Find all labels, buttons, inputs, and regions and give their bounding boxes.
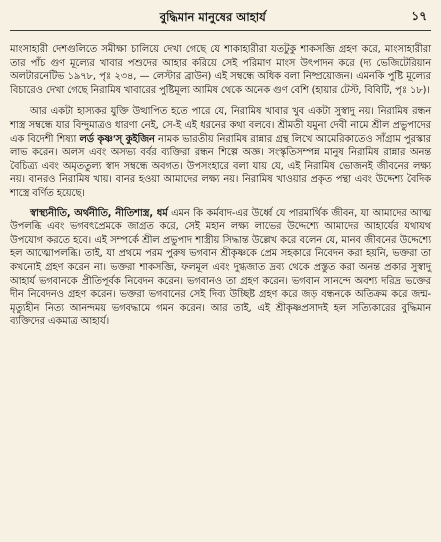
paragraph-1: মাংসাহারী দেশগুলিতে সমীক্ষা চালিয়ে দেখা গেছে যে শাকাহারীরা যতটুকু শাকসব্জি গ্রহণ করে, মাংসাহারীরা তার পাঁচ গুণ মূল্যের খাবার পশুদের আহার করিয়ে সেই পরিমাণ মাংস উৎপাদন করে (দ্য ভেজিটেরিয়ান অলটারনেটিভ ১৯৭৮, পৃঃ ২৩৪, — লেস্টার ব্রাউন) এই সম্বন্ধে অধিক বলা নিষ্প্রয়োজন। এমনকি পুষ্টি মূল্যের বিচারেও দেখা গেছে নিরামিষ খাবারের পুষ্টিমূল্য আমিষ থেকে অনেক গুণ বেশি (হায়ার টেস্ট, বিবিটি, পৃঃ ১৮)। <box>10 44 431 96</box>
paragraph-2-text-a: আর একটা হাস্যকর যুক্তি উত্থাপিত হতে পারে যে, নিরামিষ খাবার খুব একটা সুস্বাদু নয়। নিরামিষ রন্ধন শাস্ত্র সম্বন্ধে যার বিন্দুমাত্রও ধারণা নেই, সে-ই এই ধরনের কথা বলবে। শ্রীমতী যমুনা দেবী নামে শ্রীল প্রভুপাদের এক বিদেশী শিষ্যা <box>10 106 431 145</box>
paragraph-2-text-b: নামক ভারতীয় নিরামিষ রান্নার গ্রন্থ লিখে আমেরিকাতেও সাঁগ্রাম পুরস্কার লাভ করেন। অলস এবং অসভ্য বর্বর ব্যক্তিরা রন্ধন শিল্পে অজ্ঞ। সংস্কৃতিসম্পন্ন মানুষ নিরামিষ রান্নার অনন্ত বৈচিত্র্য এবং অমৃততুল্য স্বাদ সম্বন্ধে অবগত। উপসংহারে বলা যায় যে, এই নিরামিষ ভোজনই জীবনের লক্ষ্য নয়। বানরও নিরামিষ খায়। বানর হওয়া আমাদের লক্ষ্য নয়। নিরামিষ খাওয়ার প্রকৃত পন্থা এবং উদ্দেশ্য বৈদিক শাস্ত্রে বর্ণিত হয়েছে। <box>10 133 431 199</box>
page-number: ১৭ <box>411 9 427 23</box>
book-title-lord-krishnas-cuisine: লর্ড কৃষ্ণ'স্ কুইজিন <box>79 133 155 145</box>
running-header-title: বুদ্ধিমান মানুষের আহার্য <box>159 10 266 24</box>
paragraph-3 <box>10 207 431 329</box>
paragraph-2 <box>10 105 431 200</box>
running-header <box>10 4 431 31</box>
paragraph-3-bold-lead: স্বাস্থ্যনীতি, অর্থনীতি, নীতিশাস্ত্র, ধর্ম <box>30 207 168 219</box>
paragraph-3-text: এমন কি কর্মবাদ-এর উর্ধ্বে যে পারমার্থিক জীবন, যা আমাদের আত্ম উপলব্ধি এবং ভগবৎপ্রেমকে জাগ্রত করে, সেই মহান লক্ষ্য লাভের উদ্দেশ্যে আমাদের আহার্যের যথাযথ উপযোগ করতে হবে। এই সম্পর্কে শ্রীল প্রভুপাদ শাস্ত্রীয় সিদ্ধান্ত উল্লেখ করে বলেন যে, মানব জীবনের উদ্দেশ্যে হল আত্মোপলব্ধি। তাই, যা প্রথমে পরম পুরুষ ভগবান শ্রীকৃষ্ণকে প্রেম সহকারে নিবেদন করা হয়নি, ভক্তরা তা কখনোই গ্রহণ করেন না। ভক্তরা শাকসব্জি, ফলমূল এবং দুগ্ধজাত দ্রব্য থেকে প্রস্তুত করা অনন্ত প্রকার সুস্বাদু আহার্য ভগবানকে প্রীতিপূর্বক নিবেদন করেন। ভগবানও তা গ্রহণ করেন। ভগবান সানন্দে অবশ্য দরিদ্র ভক্তের দীন নিবেদনও গ্রহণ করেন। ভক্তরা ভগবানের সেই দিব্য উচ্ছিষ্ট গ্রহণ করে জড় বন্ধনকে অতিক্রম করে জন্ম-মৃত্যুহীন নিত্য আনন্দময় ভগবদ্ধামে গমন করেন। আর তাই, এই শ্রীকৃষ্ণপ্রসাদই হল সত্যিকারের বুদ্ধিমান ব্যক্তিদের একমাত্র আহার্য। <box>10 207 431 328</box>
